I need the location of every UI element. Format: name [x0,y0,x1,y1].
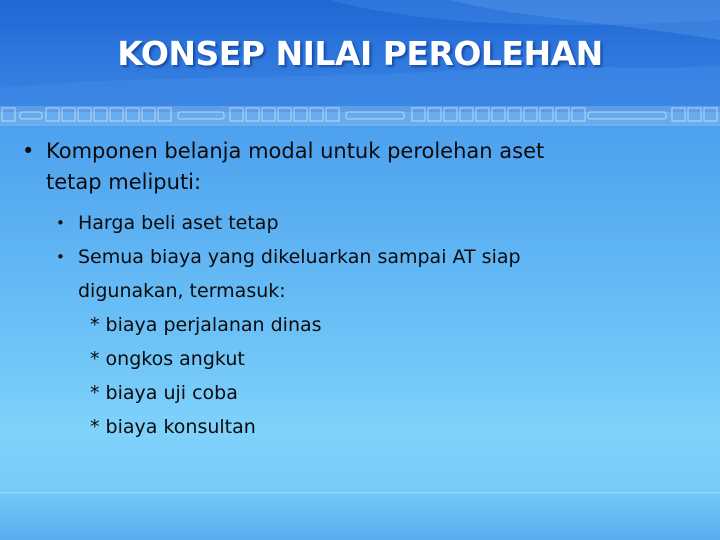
main-bullet-item [18,136,708,198]
cost-item: * ongkos angkut [90,348,245,370]
bullet-dot: • [22,139,35,163]
main-bullet-line-1: Komponen belanja modal untuk perolehan aset [46,139,545,163]
slide-body [18,136,708,444]
ribbon-decoration [0,104,720,134]
sub-bullet-text: Harga beli aset tetap [78,212,279,234]
sub-bullet-item [56,206,708,240]
cost-item: * biaya perjalanan dinas [90,314,322,336]
sub-bullet-list [18,206,708,444]
main-bullet-line-2: tetap meliputi: [46,170,202,194]
footer-band [0,488,720,540]
bullet-dot: • [56,248,65,266]
sub-bullet-item [56,240,708,444]
sub-bullet-line-1: Semua biaya yang dikeluarkan sampai AT siap [78,246,521,268]
cost-item: * biaya uji coba [90,382,238,404]
slide-title: KONSEP NILAI PEROLEHAN [117,34,603,73]
sub-bullet-line-2: digunakan, termasuk: [78,280,286,302]
bullet-dot: • [56,214,65,232]
footer-divider [0,492,720,493]
cost-item: * biaya konsultan [90,416,256,438]
